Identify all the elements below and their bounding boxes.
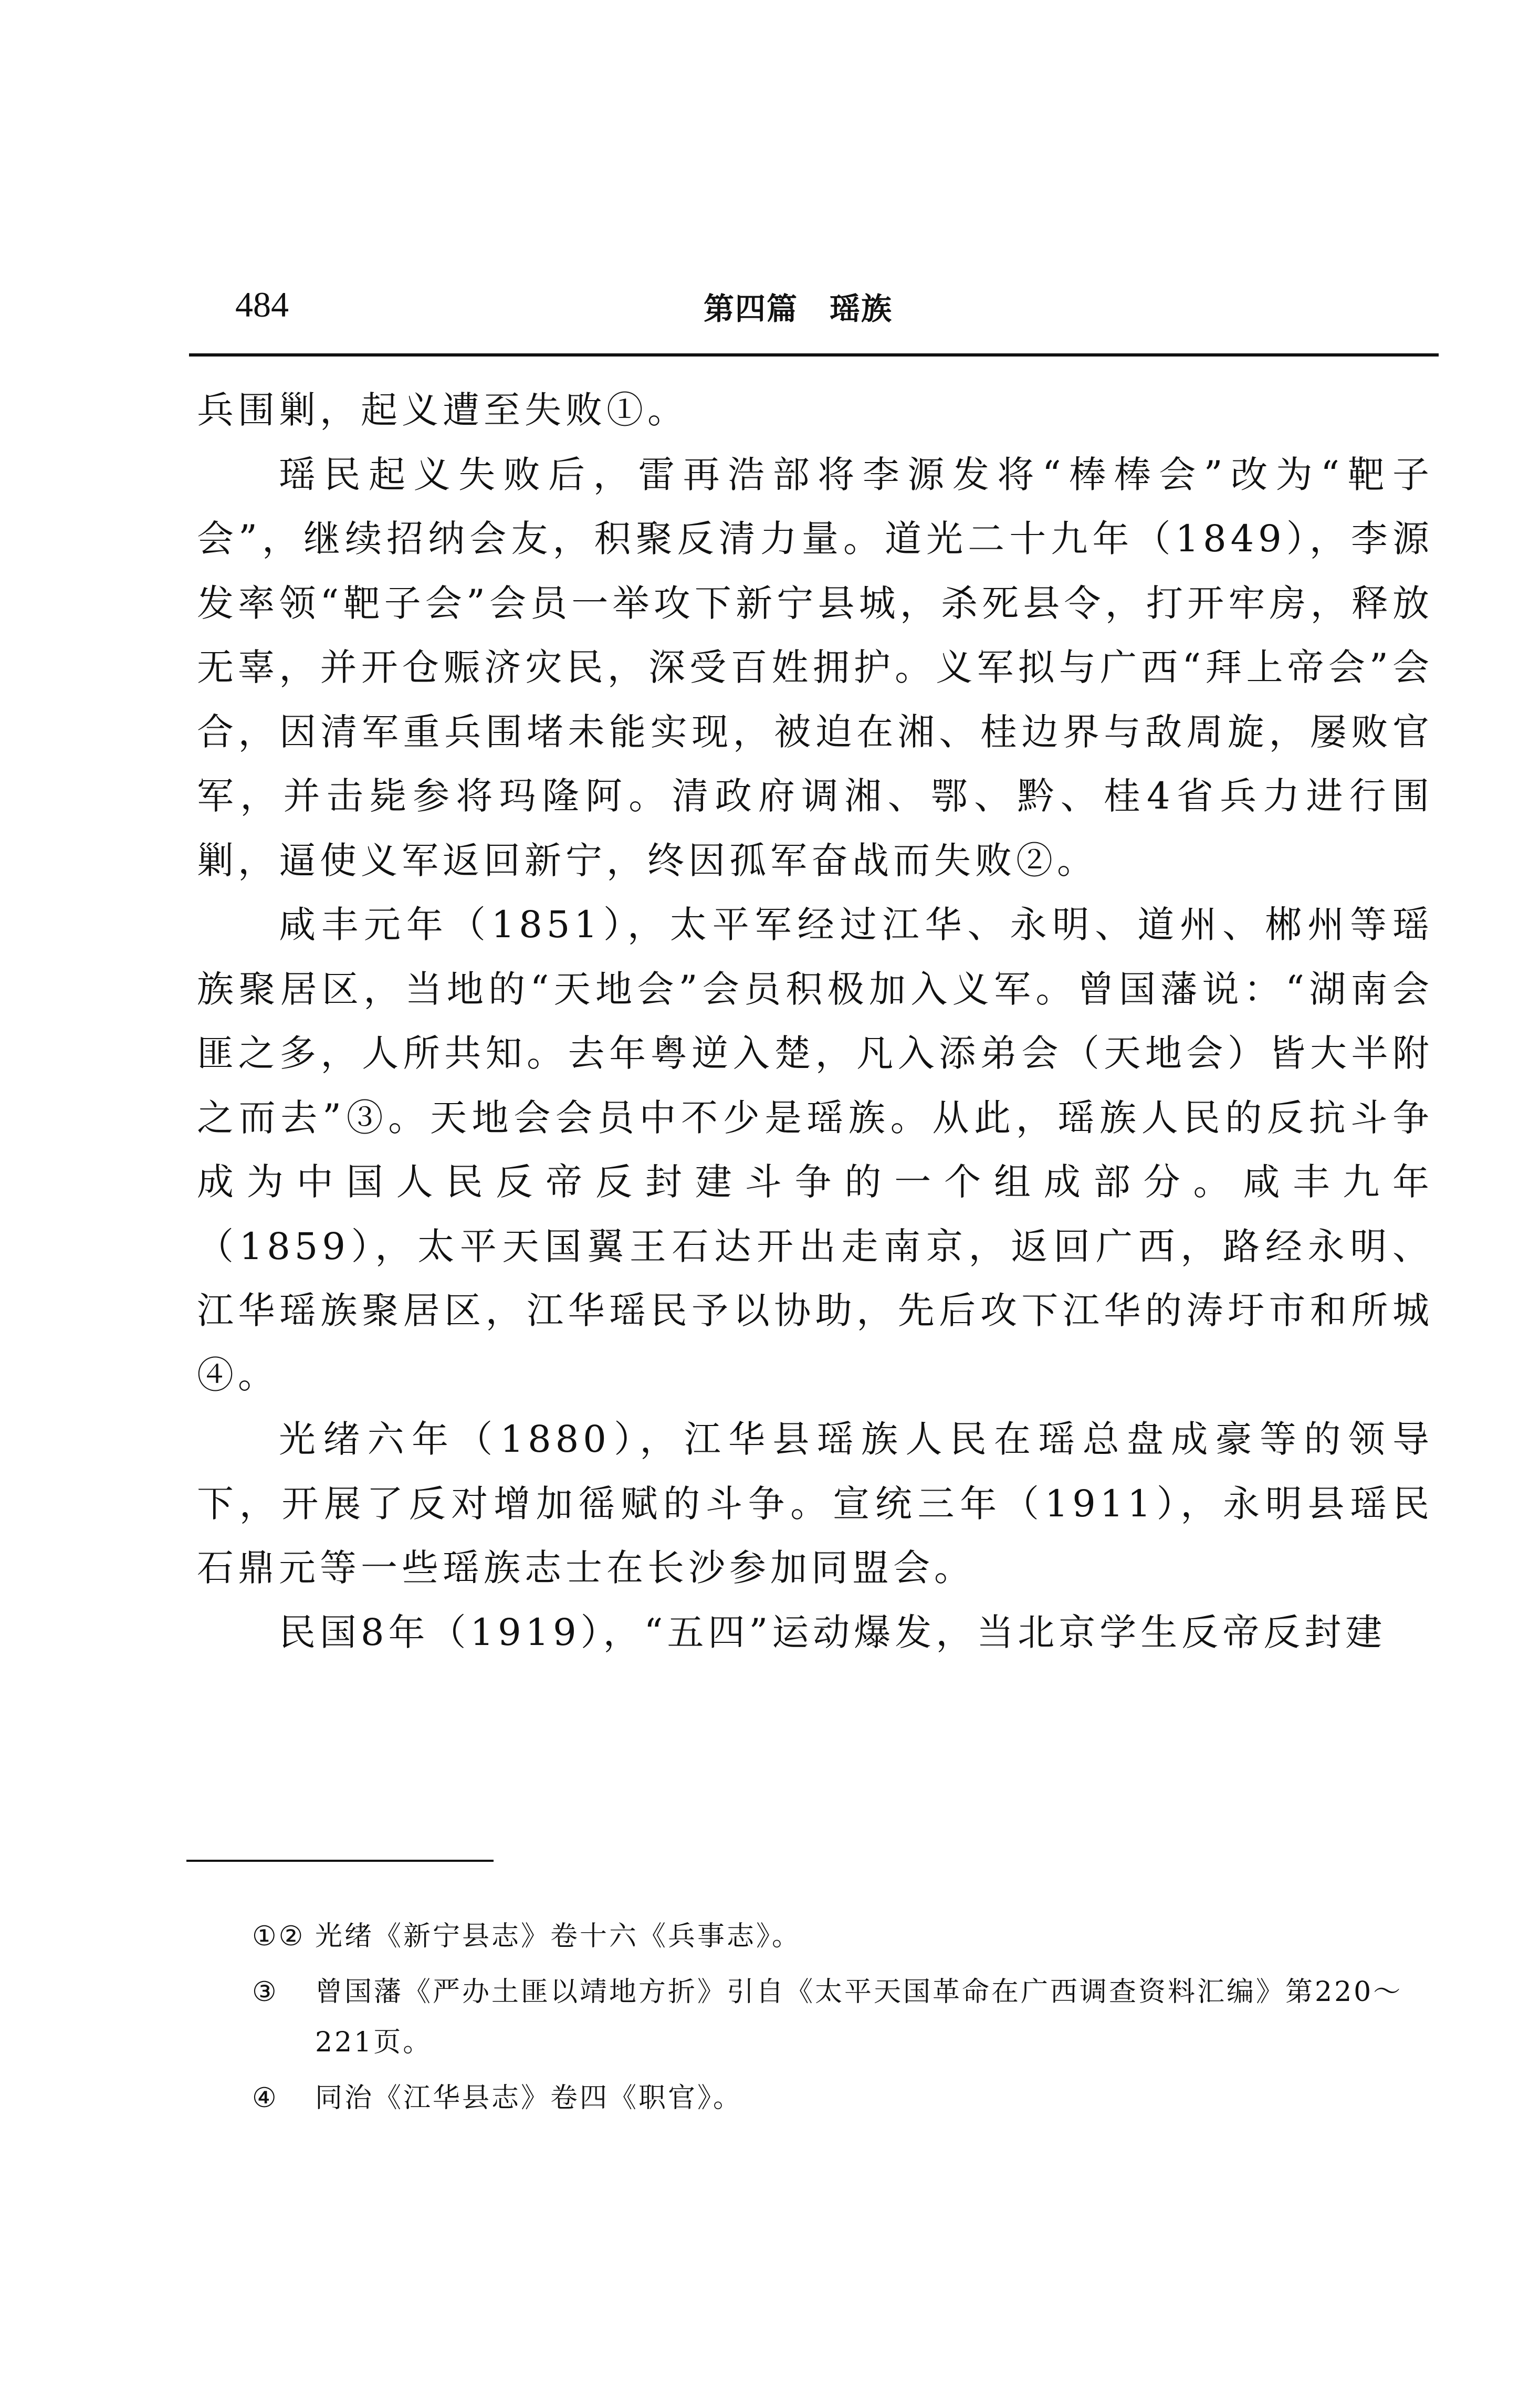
footnote bbox=[252, 1911, 1423, 1962]
running-head: 第四篇 瑶族 bbox=[704, 291, 893, 327]
footnotes bbox=[252, 1911, 1423, 2129]
body-text bbox=[197, 378, 1433, 1664]
footnote-rule bbox=[186, 1860, 494, 1862]
header-rule bbox=[189, 353, 1439, 357]
footnote bbox=[252, 2073, 1423, 2123]
footnote-mark: ①② bbox=[252, 1921, 306, 1952]
footnote-text: 曾国藩《严办土匪以靖地方折》引自《太平天国革命在广西调查资料汇编》第220～221页。 bbox=[315, 1976, 1403, 2058]
paragraph: 民国8年（1919），“五四”运动爆发，当北京学生反帝反封建 bbox=[279, 1610, 1387, 1654]
paragraph: 瑶民起义失败后，雷再浩部将李源发将“棒棒会”改为“靶子会”，继续招纳会友，积聚反清力量。道光二十九年（1849），李源发率领“靶子会”会员一举攻下新宁县城，杀死县令，打开牢房，释放无辜，并开仓赈济灾民，深受百姓拥护。义军拟与广西“拜上帝会”会合，因清军重兵围堵未能实现，被迫在湘、桂边界与敌周旋，屡败官军，并击毙参将玛隆阿。清政府调湘、鄂、黔、桂4省兵力进行围剿，逼使义军返回新宁，终因孤军奋战而失败②。 bbox=[197, 453, 1433, 882]
paragraph: 兵围剿，起义遭至失败①。 bbox=[197, 389, 688, 432]
footnote-mark: ④ bbox=[252, 2082, 279, 2114]
footnote-text: 同治《江华县志》卷四《职官》。 bbox=[315, 2082, 743, 2114]
page-number: 484 bbox=[235, 285, 289, 324]
footnote-mark: ③ bbox=[252, 1976, 279, 2008]
footnote bbox=[252, 1967, 1423, 2068]
paragraph: 光绪六年（1880），江华县瑶族人民在瑶总盘成豪等的领导下，开展了反对增加徭赋的斗争。宣统三年（1911），永明县瑶民石鼎元等一些瑶族志士在长沙参加同盟会。 bbox=[197, 1418, 1433, 1589]
footnote-text: 光绪《新宁县志》卷十六《兵事志》。 bbox=[315, 1921, 802, 1952]
paragraph: 咸丰元年（1851），太平军经过江华、永明、道州、郴州等瑶族聚居区，当地的“天地会”会员积极加入义军。曾国藩说：“湖南会匪之多，人所共知。去年粤逆入楚，凡入添弟会（天地会）皆大半附之而去”③。天地会会员中不少是瑶族。从此，瑶族人民的反抗斗争成为中国人民反帝反封建斗争的一个组成部分。咸丰九年（1859），太平天国翼王石达开出走南京，返回广西，路经永明、江华瑶族聚居区，江华瑶民予以协助，先后攻下江华的涛圩市和所城④。 bbox=[197, 903, 1433, 1397]
